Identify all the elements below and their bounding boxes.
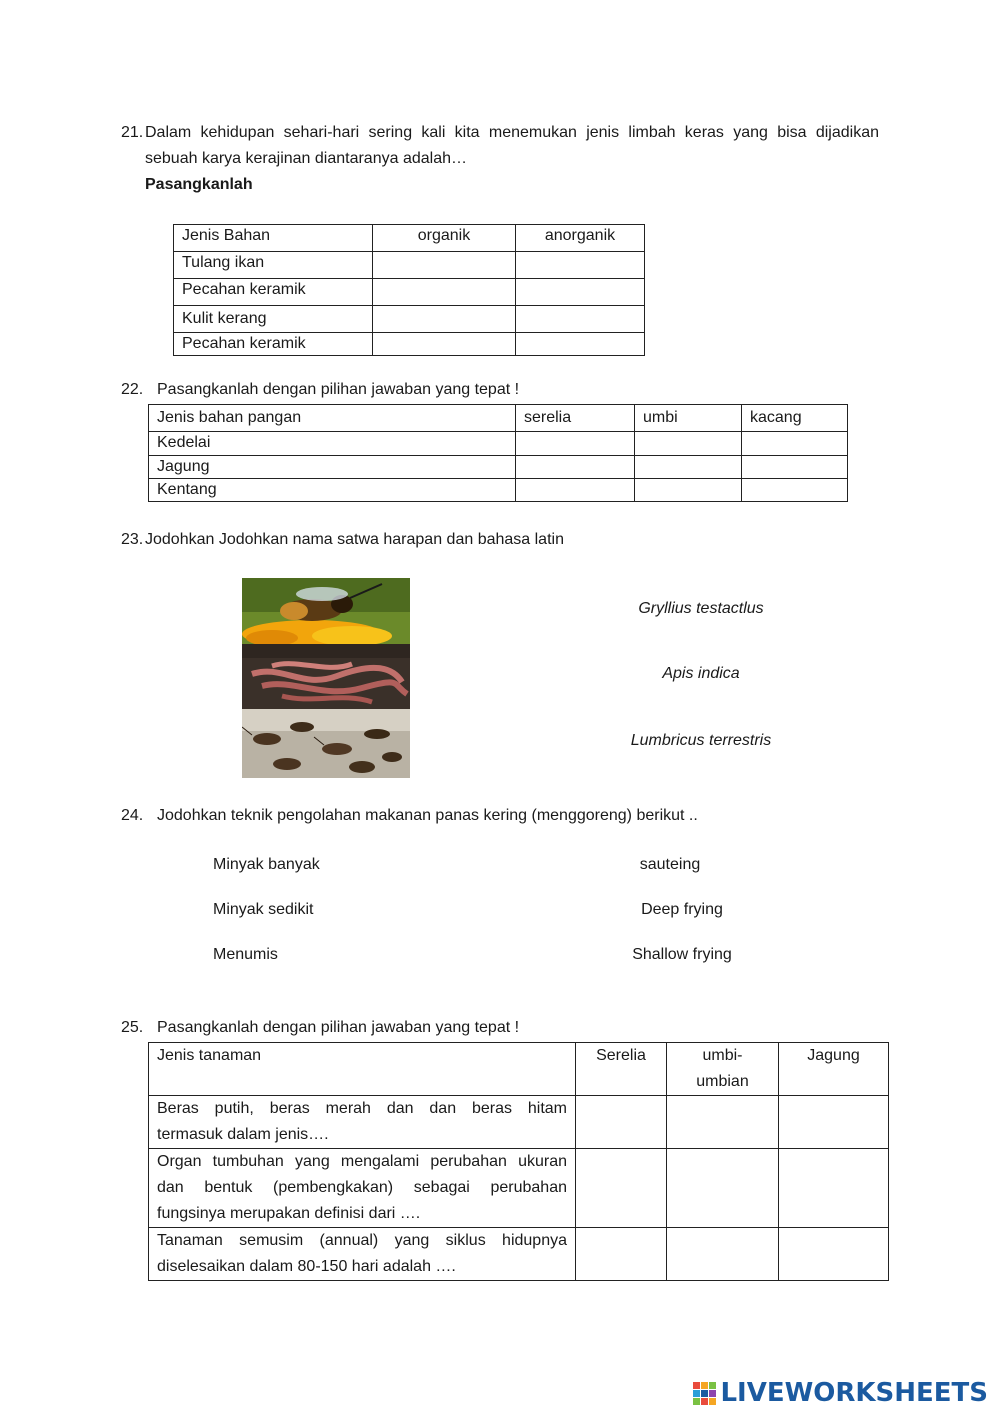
q25-header-plant: Jenis tanaman bbox=[149, 1043, 576, 1096]
q25-row-question bbox=[149, 1149, 576, 1228]
liveworksheets-logo[interactable] bbox=[693, 1378, 988, 1408]
q24-left-item[interactable]: Minyak sedikit bbox=[213, 901, 314, 918]
q21-line2: sebuah karya kerajinan diantaranya adalah… bbox=[145, 150, 467, 167]
q21-number: 21. bbox=[121, 124, 144, 141]
q25-answer-cell[interactable] bbox=[576, 1228, 667, 1281]
q22-answer-cell[interactable] bbox=[742, 456, 848, 479]
q22-header-food: Jenis bahan pangan bbox=[149, 405, 516, 432]
q24-text: Jodohkan teknik pengolahan makanan panas kering (menggoreng) berikut .. bbox=[157, 807, 698, 824]
q22-answer-cell[interactable] bbox=[635, 479, 742, 502]
q25-answer-cell[interactable] bbox=[667, 1096, 779, 1149]
q22-number: 22. bbox=[121, 381, 144, 398]
latin-name[interactable]: Apis indica bbox=[662, 665, 740, 682]
q25-answer-cell[interactable] bbox=[779, 1096, 889, 1149]
q24-number: 24. bbox=[121, 807, 144, 824]
q25-row-line: termasuk dalam jenis…. bbox=[157, 1126, 329, 1143]
q21-header-inorganic: anorganik bbox=[516, 225, 645, 252]
q25-row-line: Organ tumbuhan yang mengalami perubahan ukuran bbox=[157, 1153, 567, 1170]
q25-header-tuber bbox=[667, 1043, 779, 1096]
q25-text: Pasangkanlah dengan pilihan jawaban yang tepat ! bbox=[157, 1019, 520, 1036]
q25-number: 25. bbox=[121, 1019, 144, 1036]
q21-row-label: Kulit kerang bbox=[174, 306, 373, 333]
q21-row-label: Pecahan keramik bbox=[174, 279, 373, 306]
q24-right-item[interactable]: sauteing bbox=[639, 856, 701, 873]
latin-name[interactable]: Gryllius testactlus bbox=[638, 600, 764, 617]
q23-text: Jodohkan Jodohkan nama satwa harapan dan bahasa latin bbox=[145, 531, 564, 548]
q21-instruction: Pasangkanlah bbox=[145, 176, 253, 193]
q21-answer-cell[interactable] bbox=[516, 252, 645, 279]
q22-answer-cell[interactable] bbox=[742, 479, 848, 502]
latin-name[interactable]: Lumbricus terrestris bbox=[630, 732, 772, 749]
q25-answer-cell[interactable] bbox=[667, 1149, 779, 1228]
animal-photo-stack bbox=[242, 578, 410, 778]
q21-line1: Dalam kehidupan sehari-hari sering kali kita menemukan jenis limbah keras yang bisa dijadikan bbox=[145, 124, 879, 141]
q25-header-tuber-line1: umbi- bbox=[702, 1047, 743, 1064]
q21-answer-cell[interactable] bbox=[373, 306, 516, 333]
q25-header-tuber-line2: umbian bbox=[696, 1073, 749, 1090]
q22-header-tuber: umbi bbox=[635, 405, 742, 432]
bee-photo[interactable] bbox=[242, 578, 410, 644]
q24-right-item[interactable]: Shallow frying bbox=[632, 946, 732, 963]
logo-mark-icon bbox=[693, 1382, 716, 1405]
q21-row-label: Pecahan keramik bbox=[174, 333, 373, 356]
q22-header-cereal: serelia bbox=[516, 405, 635, 432]
q25-header-cereal: Serelia bbox=[576, 1043, 667, 1096]
q21-answer-cell[interactable] bbox=[516, 279, 645, 306]
q24-left-item[interactable]: Minyak banyak bbox=[213, 856, 320, 873]
q22-answer-cell[interactable] bbox=[516, 432, 635, 456]
q25-header-corn: Jagung bbox=[779, 1043, 889, 1096]
q22-row-label: Jagung bbox=[149, 456, 516, 479]
q21-table bbox=[173, 224, 645, 356]
cricket-photo[interactable] bbox=[242, 709, 410, 778]
q25-row-line: Beras putih, beras merah dan dan beras hitam bbox=[157, 1100, 567, 1117]
q25-answer-cell[interactable] bbox=[779, 1228, 889, 1281]
q21-header-organic: organik bbox=[373, 225, 516, 252]
q24-left-item[interactable]: Menumis bbox=[213, 946, 278, 963]
q25-row-line: dan bentuk (pembengkakan) sebagai perubahan bbox=[157, 1179, 567, 1196]
q25-row-line: fungsinya merupakan definisi dari …. bbox=[157, 1205, 421, 1222]
q22-text: Pasangkanlah dengan pilihan jawaban yang tepat ! bbox=[157, 381, 520, 398]
q25-row-question bbox=[149, 1096, 576, 1149]
q22-row-label: Kentang bbox=[149, 479, 516, 502]
q22-header-bean: kacang bbox=[742, 405, 848, 432]
q25-row-question bbox=[149, 1228, 576, 1281]
q22-answer-cell[interactable] bbox=[742, 432, 848, 456]
brand-name: LIVEWORKSHEETS bbox=[720, 1378, 988, 1408]
q25-row-line: Tanaman semusim (annual) yang siklus hidupnya bbox=[157, 1232, 567, 1249]
q22-row-label: Kedelai bbox=[149, 432, 516, 456]
q21-row-label: Tulang ikan bbox=[174, 252, 373, 279]
q22-answer-cell[interactable] bbox=[516, 456, 635, 479]
earthworm-photo[interactable] bbox=[242, 644, 410, 709]
q25-answer-cell[interactable] bbox=[576, 1096, 667, 1149]
q24-right-item[interactable]: Deep frying bbox=[641, 901, 723, 918]
q22-answer-cell[interactable] bbox=[635, 456, 742, 479]
q21-answer-cell[interactable] bbox=[373, 279, 516, 306]
q21-header-material: Jenis Bahan bbox=[174, 225, 373, 252]
q22-table bbox=[148, 404, 848, 502]
q21-answer-cell[interactable] bbox=[373, 333, 516, 356]
q25-answer-cell[interactable] bbox=[667, 1228, 779, 1281]
q25-answer-cell[interactable] bbox=[779, 1149, 889, 1228]
q21-answer-cell[interactable] bbox=[516, 333, 645, 356]
q21-answer-cell[interactable] bbox=[516, 306, 645, 333]
q23-number: 23. bbox=[121, 531, 144, 548]
q25-table bbox=[148, 1042, 889, 1281]
q22-answer-cell[interactable] bbox=[635, 432, 742, 456]
q22-answer-cell[interactable] bbox=[516, 479, 635, 502]
q21-answer-cell[interactable] bbox=[373, 252, 516, 279]
q25-row-line: diselesaikan dalam 80-150 hari adalah …. bbox=[157, 1258, 456, 1275]
q25-answer-cell[interactable] bbox=[576, 1149, 667, 1228]
